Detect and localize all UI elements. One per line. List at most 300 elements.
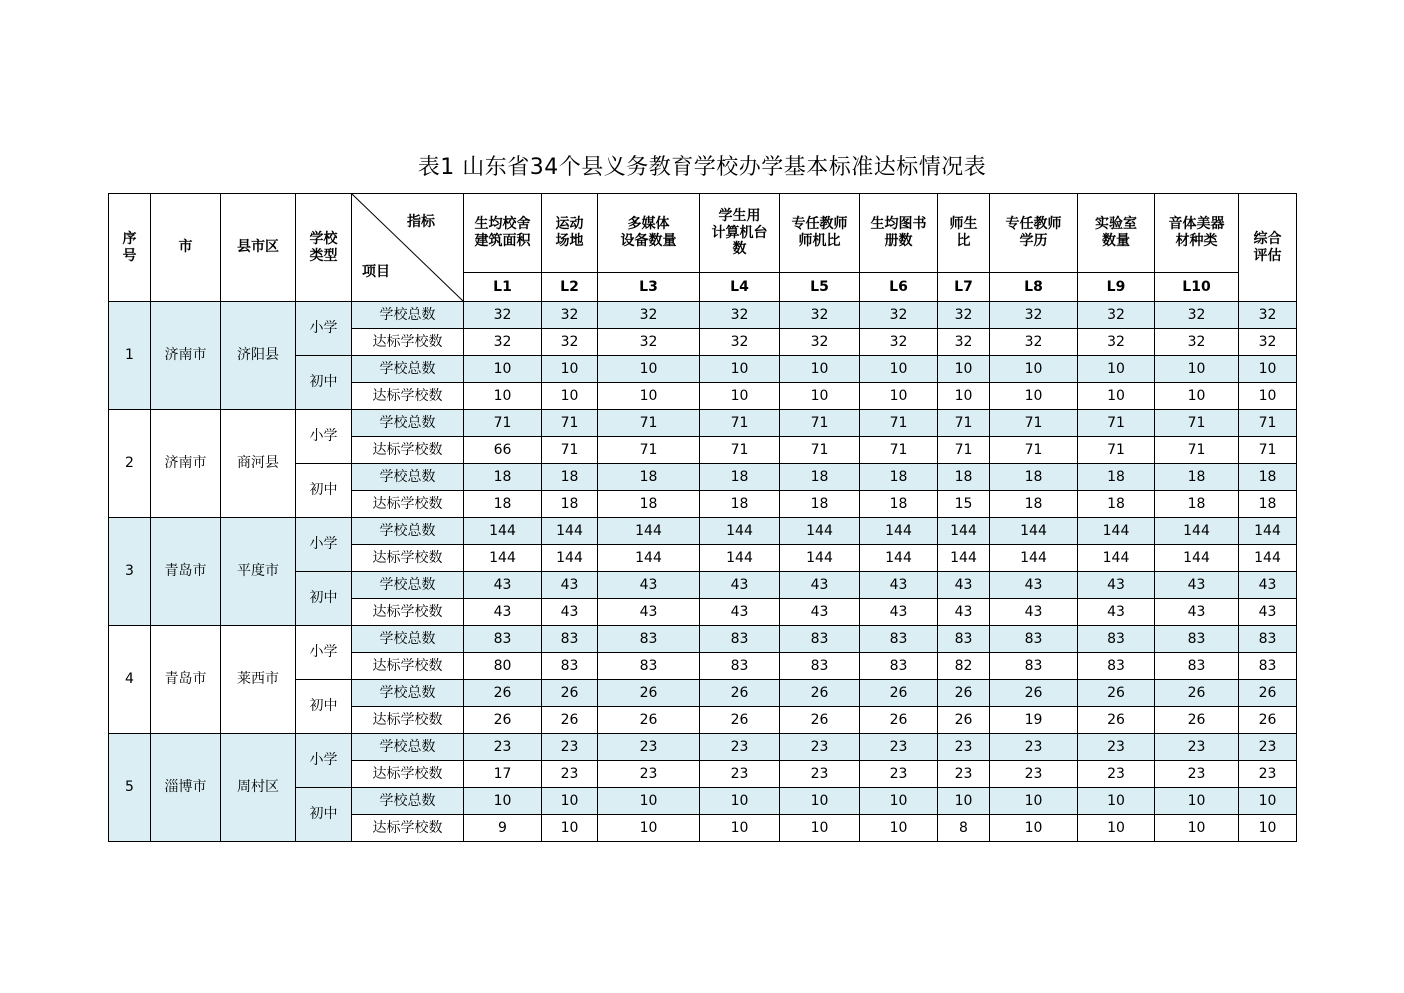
cell-value: 10	[860, 788, 938, 815]
cell-value: 10	[938, 788, 990, 815]
header-overall: 综合 评估	[1239, 194, 1297, 302]
cell-school-type: 小学	[296, 302, 352, 356]
header-indicator-code: L7	[938, 273, 990, 302]
diagonal-line	[352, 194, 463, 301]
cell-value: 144	[860, 518, 938, 545]
cell-seq: 1	[109, 302, 151, 410]
header-seq: 序 号	[109, 194, 151, 302]
header-indicator-code: L5	[780, 273, 860, 302]
cell-county: 周村区	[221, 734, 296, 842]
cell-value: 83	[542, 626, 598, 653]
cell-value: 10	[780, 356, 860, 383]
cell-value: 18	[542, 464, 598, 491]
cell-value: 144	[1239, 518, 1297, 545]
cell-value: 23	[700, 734, 780, 761]
cell-value: 144	[1239, 545, 1297, 572]
cell-value: 83	[1155, 653, 1239, 680]
cell-value: 10	[542, 383, 598, 410]
cell-value: 32	[1155, 329, 1239, 356]
cell-value: 10	[542, 815, 598, 842]
cell-item: 学校总数	[352, 734, 464, 761]
cell-item: 学校总数	[352, 518, 464, 545]
cell-value: 71	[700, 410, 780, 437]
cell-value: 10	[1239, 815, 1297, 842]
cell-value: 10	[860, 815, 938, 842]
cell-city: 济南市	[151, 410, 221, 518]
cell-county: 莱西市	[221, 626, 296, 734]
cell-school-type: 小学	[296, 518, 352, 572]
cell-value: 10	[700, 356, 780, 383]
cell-value: 83	[1239, 653, 1297, 680]
table-body	[109, 302, 1297, 842]
header-county: 县市区	[221, 194, 296, 302]
cell-value: 144	[464, 518, 542, 545]
cell-item: 学校总数	[352, 626, 464, 653]
cell-value: 83	[860, 626, 938, 653]
cell-value: 10	[990, 383, 1078, 410]
cell-value: 26	[938, 680, 990, 707]
cell-value: 144	[990, 545, 1078, 572]
cell-value: 82	[938, 653, 990, 680]
cell-value: 18	[1239, 491, 1297, 518]
cell-value: 43	[542, 572, 598, 599]
cell-value: 32	[542, 302, 598, 329]
table-row	[109, 410, 1297, 437]
cell-value: 32	[700, 302, 780, 329]
cell-value: 43	[780, 599, 860, 626]
cell-value: 71	[1239, 410, 1297, 437]
table-title: 表1 山东省34个县义务教育学校办学基本标准达标情况表	[417, 155, 987, 180]
cell-value: 32	[1155, 302, 1239, 329]
cell-seq: 3	[109, 518, 151, 626]
cell-value: 18	[938, 464, 990, 491]
cell-value: 26	[860, 680, 938, 707]
cell-value: 71	[860, 410, 938, 437]
header-indicator-name: 学生用 计算机台 数	[700, 194, 780, 273]
cell-value: 71	[990, 410, 1078, 437]
cell-value: 18	[990, 464, 1078, 491]
cell-value: 26	[700, 707, 780, 734]
cell-value: 10	[1078, 815, 1155, 842]
cell-value: 80	[464, 653, 542, 680]
cell-value: 10	[700, 383, 780, 410]
cell-value: 23	[1155, 761, 1239, 788]
cell-value: 71	[990, 437, 1078, 464]
cell-value: 32	[1239, 329, 1297, 356]
cell-value: 144	[938, 518, 990, 545]
cell-value: 32	[464, 329, 542, 356]
cell-value: 18	[598, 491, 700, 518]
cell-school-type: 初中	[296, 356, 352, 410]
header-indicator-name: 生均校舍 建筑面积	[464, 194, 542, 273]
header-diagonal-cell	[352, 194, 464, 302]
cell-value: 43	[1078, 572, 1155, 599]
cell-value: 144	[860, 545, 938, 572]
cell-value: 66	[464, 437, 542, 464]
cell-value: 26	[542, 680, 598, 707]
cell-value: 144	[780, 545, 860, 572]
cell-value: 43	[542, 599, 598, 626]
cell-value: 26	[542, 707, 598, 734]
cell-value: 43	[1239, 572, 1297, 599]
cell-item: 达标学校数	[352, 491, 464, 518]
cell-value: 43	[464, 599, 542, 626]
cell-item: 学校总数	[352, 572, 464, 599]
cell-value: 23	[1155, 734, 1239, 761]
cell-value: 83	[1239, 626, 1297, 653]
cell-value: 23	[938, 734, 990, 761]
cell-value: 26	[990, 680, 1078, 707]
cell-value: 32	[542, 329, 598, 356]
cell-value: 18	[860, 491, 938, 518]
cell-value: 10	[780, 383, 860, 410]
cell-value: 26	[700, 680, 780, 707]
cell-value: 10	[780, 815, 860, 842]
cell-value: 8	[938, 815, 990, 842]
cell-value: 144	[598, 545, 700, 572]
cell-value: 10	[700, 815, 780, 842]
cell-value: 10	[598, 815, 700, 842]
cell-value: 43	[938, 599, 990, 626]
standards-table	[108, 193, 1297, 842]
cell-value: 32	[780, 329, 860, 356]
cell-school-type: 小学	[296, 410, 352, 464]
cell-value: 18	[780, 491, 860, 518]
cell-value: 18	[1155, 491, 1239, 518]
cell-value: 144	[700, 545, 780, 572]
header-indicator-label: 指标	[407, 214, 435, 230]
header-item-label: 项目	[362, 264, 390, 281]
header-indicator-code: L9	[1078, 273, 1155, 302]
cell-value: 10	[598, 383, 700, 410]
cell-value: 83	[598, 653, 700, 680]
cell-value: 32	[700, 329, 780, 356]
cell-school-type: 初中	[296, 572, 352, 626]
cell-value: 18	[1078, 464, 1155, 491]
cell-value: 43	[990, 599, 1078, 626]
cell-value: 43	[700, 599, 780, 626]
cell-school-type: 初中	[296, 464, 352, 518]
cell-value: 23	[464, 734, 542, 761]
cell-value: 10	[598, 788, 700, 815]
cell-value: 23	[860, 734, 938, 761]
cell-value: 26	[464, 680, 542, 707]
header-indicator-name: 生均图书 册数	[860, 194, 938, 273]
cell-seq: 2	[109, 410, 151, 518]
cell-value: 23	[700, 761, 780, 788]
cell-item: 学校总数	[352, 356, 464, 383]
cell-value: 43	[1155, 572, 1239, 599]
cell-value: 144	[1155, 518, 1239, 545]
cell-value: 26	[1078, 707, 1155, 734]
cell-value: 26	[464, 707, 542, 734]
table-row	[109, 518, 1297, 545]
header-indicator-code: L1	[464, 273, 542, 302]
cell-value: 32	[780, 302, 860, 329]
cell-item: 学校总数	[352, 302, 464, 329]
cell-value: 144	[938, 545, 990, 572]
header-indicator-code: L4	[700, 273, 780, 302]
table-row	[109, 626, 1297, 653]
header-indicator-code: L6	[860, 273, 938, 302]
cell-value: 71	[1078, 410, 1155, 437]
cell-value: 43	[598, 599, 700, 626]
cell-value: 71	[1239, 437, 1297, 464]
header-school-type: 学校 类型	[296, 194, 352, 302]
cell-value: 43	[598, 572, 700, 599]
cell-value: 32	[990, 329, 1078, 356]
cell-item: 达标学校数	[352, 653, 464, 680]
cell-value: 32	[860, 302, 938, 329]
cell-value: 18	[464, 491, 542, 518]
cell-item: 学校总数	[352, 464, 464, 491]
cell-value: 10	[860, 383, 938, 410]
cell-value: 23	[598, 761, 700, 788]
cell-value: 43	[1078, 599, 1155, 626]
cell-value: 71	[1155, 410, 1239, 437]
cell-value: 18	[780, 464, 860, 491]
cell-value: 144	[598, 518, 700, 545]
cell-value: 32	[938, 329, 990, 356]
cell-value: 43	[938, 572, 990, 599]
cell-value: 18	[1239, 464, 1297, 491]
cell-value: 10	[542, 788, 598, 815]
cell-value: 32	[1078, 302, 1155, 329]
cell-value: 71	[700, 437, 780, 464]
cell-value: 23	[1239, 734, 1297, 761]
cell-county: 商河县	[221, 410, 296, 518]
cell-value: 10	[1078, 356, 1155, 383]
cell-value: 83	[700, 653, 780, 680]
cell-value: 32	[1239, 302, 1297, 329]
cell-value: 144	[1155, 545, 1239, 572]
cell-value: 83	[542, 653, 598, 680]
cell-value: 23	[1239, 761, 1297, 788]
cell-value: 23	[780, 761, 860, 788]
cell-value: 23	[990, 734, 1078, 761]
cell-value: 83	[938, 626, 990, 653]
cell-value: 71	[860, 437, 938, 464]
cell-value: 23	[542, 734, 598, 761]
cell-value: 18	[598, 464, 700, 491]
header-indicator-name: 实验室 数量	[1078, 194, 1155, 273]
cell-value: 83	[780, 653, 860, 680]
cell-value: 10	[990, 356, 1078, 383]
cell-value: 71	[598, 437, 700, 464]
cell-value: 144	[700, 518, 780, 545]
cell-value: 10	[464, 788, 542, 815]
cell-value: 10	[464, 356, 542, 383]
cell-value: 83	[598, 626, 700, 653]
cell-value: 10	[1239, 383, 1297, 410]
cell-value: 18	[700, 491, 780, 518]
cell-value: 26	[860, 707, 938, 734]
cell-value: 83	[1155, 626, 1239, 653]
cell-value: 32	[990, 302, 1078, 329]
cell-value: 71	[938, 410, 990, 437]
cell-value: 10	[1078, 788, 1155, 815]
cell-school-type: 小学	[296, 734, 352, 788]
cell-value: 10	[938, 383, 990, 410]
cell-item: 达标学校数	[352, 815, 464, 842]
cell-value: 26	[780, 707, 860, 734]
cell-item: 达标学校数	[352, 761, 464, 788]
cell-value: 26	[1155, 680, 1239, 707]
cell-value: 43	[700, 572, 780, 599]
cell-item: 学校总数	[352, 680, 464, 707]
cell-value: 144	[780, 518, 860, 545]
table-row	[109, 734, 1297, 761]
cell-value: 18	[542, 491, 598, 518]
table-row	[109, 302, 1297, 329]
cell-value: 144	[464, 545, 542, 572]
cell-value: 10	[1078, 383, 1155, 410]
cell-value: 10	[990, 788, 1078, 815]
cell-value: 144	[542, 545, 598, 572]
cell-value: 23	[938, 761, 990, 788]
cell-county: 济阳县	[221, 302, 296, 410]
cell-value: 83	[464, 626, 542, 653]
cell-value: 71	[938, 437, 990, 464]
cell-value: 26	[1155, 707, 1239, 734]
cell-value: 83	[990, 626, 1078, 653]
header-indicator-name: 专任教师 师机比	[780, 194, 860, 273]
cell-value: 10	[1155, 383, 1239, 410]
cell-school-type: 初中	[296, 788, 352, 842]
cell-value: 26	[780, 680, 860, 707]
header-indicator-code: L10	[1155, 273, 1239, 302]
cell-value: 26	[598, 680, 700, 707]
cell-value: 10	[990, 815, 1078, 842]
cell-value: 23	[780, 734, 860, 761]
cell-value: 83	[860, 653, 938, 680]
cell-city: 青岛市	[151, 626, 221, 734]
cell-item: 学校总数	[352, 410, 464, 437]
cell-item: 学校总数	[352, 788, 464, 815]
cell-value: 10	[860, 356, 938, 383]
cell-county: 平度市	[221, 518, 296, 626]
header-city: 市	[151, 194, 221, 302]
cell-value: 10	[542, 356, 598, 383]
cell-value: 71	[542, 410, 598, 437]
cell-value: 23	[1078, 734, 1155, 761]
cell-value: 10	[1239, 788, 1297, 815]
cell-value: 43	[1239, 599, 1297, 626]
cell-value: 43	[1155, 599, 1239, 626]
cell-value: 71	[1155, 437, 1239, 464]
cell-value: 18	[464, 464, 542, 491]
cell-seq: 4	[109, 626, 151, 734]
cell-value: 23	[990, 761, 1078, 788]
cell-value: 23	[1078, 761, 1155, 788]
cell-value: 23	[860, 761, 938, 788]
cell-value: 26	[1078, 680, 1155, 707]
cell-city: 济南市	[151, 302, 221, 410]
cell-value: 83	[700, 626, 780, 653]
cell-value: 10	[1239, 356, 1297, 383]
cell-item: 达标学校数	[352, 707, 464, 734]
cell-value: 26	[938, 707, 990, 734]
cell-value: 10	[1155, 356, 1239, 383]
cell-value: 83	[1078, 653, 1155, 680]
cell-value: 10	[700, 788, 780, 815]
cell-value: 17	[464, 761, 542, 788]
cell-item: 达标学校数	[352, 383, 464, 410]
cell-value: 18	[860, 464, 938, 491]
cell-value: 71	[780, 437, 860, 464]
cell-value: 71	[464, 410, 542, 437]
header-indicator-name: 专任教师 学历	[990, 194, 1078, 273]
cell-value: 10	[464, 383, 542, 410]
header-indicator-code: L2	[542, 273, 598, 302]
cell-value: 10	[1155, 788, 1239, 815]
cell-value: 10	[598, 356, 700, 383]
cell-value: 15	[938, 491, 990, 518]
cell-value: 10	[780, 788, 860, 815]
header-indicator-name: 运动 场地	[542, 194, 598, 273]
cell-item: 达标学校数	[352, 329, 464, 356]
cell-value: 144	[542, 518, 598, 545]
header-indicator-code: L3	[598, 273, 700, 302]
header-indicator-name: 音体美器 材种类	[1155, 194, 1239, 273]
cell-value: 26	[1239, 707, 1297, 734]
cell-value: 71	[1078, 437, 1155, 464]
cell-value: 71	[598, 410, 700, 437]
cell-city: 青岛市	[151, 518, 221, 626]
cell-value: 32	[938, 302, 990, 329]
cell-value: 83	[1078, 626, 1155, 653]
cell-value: 83	[990, 653, 1078, 680]
cell-value: 9	[464, 815, 542, 842]
cell-value: 10	[1155, 815, 1239, 842]
cell-value: 144	[1078, 545, 1155, 572]
cell-value: 43	[860, 599, 938, 626]
cell-value: 43	[860, 572, 938, 599]
cell-value: 43	[780, 572, 860, 599]
cell-value: 43	[990, 572, 1078, 599]
cell-value: 23	[598, 734, 700, 761]
header-indicator-name: 师生 比	[938, 194, 990, 273]
cell-value: 71	[780, 410, 860, 437]
cell-value: 144	[990, 518, 1078, 545]
cell-value: 32	[1078, 329, 1155, 356]
cell-value: 23	[542, 761, 598, 788]
cell-value: 144	[1078, 518, 1155, 545]
cell-school-type: 初中	[296, 680, 352, 734]
cell-city: 淄博市	[151, 734, 221, 842]
cell-value: 71	[542, 437, 598, 464]
cell-value: 19	[990, 707, 1078, 734]
cell-value: 26	[598, 707, 700, 734]
cell-item: 达标学校数	[352, 545, 464, 572]
cell-value: 83	[780, 626, 860, 653]
cell-value: 18	[1078, 491, 1155, 518]
cell-value: 18	[700, 464, 780, 491]
cell-item: 达标学校数	[352, 437, 464, 464]
cell-value: 32	[860, 329, 938, 356]
cell-school-type: 小学	[296, 626, 352, 680]
cell-item: 达标学校数	[352, 599, 464, 626]
cell-value: 10	[938, 356, 990, 383]
header-indicator-name: 多媒体 设备数量	[598, 194, 700, 273]
cell-value: 32	[598, 302, 700, 329]
cell-value: 26	[1239, 680, 1297, 707]
cell-value: 43	[464, 572, 542, 599]
cell-value: 18	[990, 491, 1078, 518]
cell-value: 18	[1155, 464, 1239, 491]
cell-value: 32	[598, 329, 700, 356]
header-indicator-code: L8	[990, 273, 1078, 302]
